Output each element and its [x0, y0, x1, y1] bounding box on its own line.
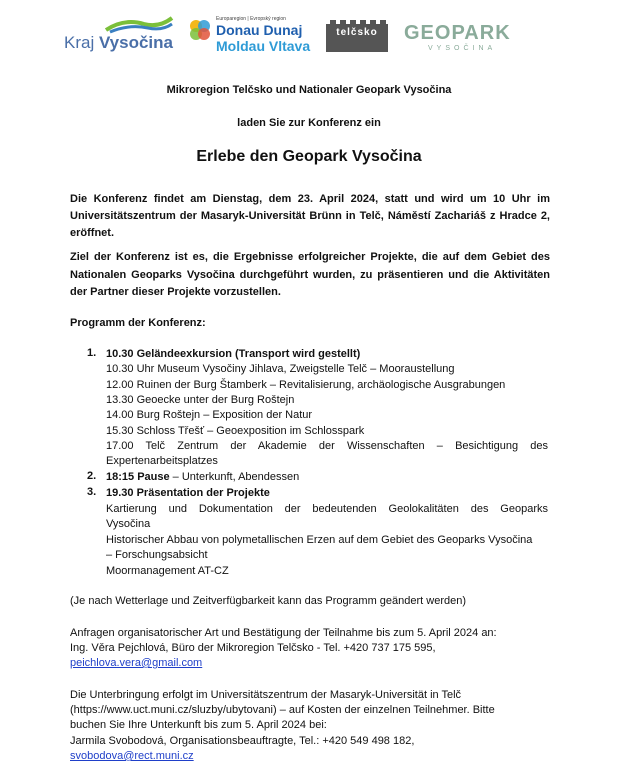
program-item-3: 19.30 Präsentation der Projekte [106, 487, 270, 499]
project-line: – Forschungsabsicht [106, 549, 208, 561]
accommodation-line-1: Die Unterbringung erfolgt im Universitätszentrum der Masaryk-Universität in Telč [70, 689, 462, 701]
invite-line: laden Sie zur Konferenz ein [237, 117, 381, 129]
accommodation-line-2: (https://www.uct.muni.cz/sluzby/ubytovani) – auf Kosten der einzelnen Teilnehmer. Bitte [70, 704, 495, 716]
telcsko-logo [326, 14, 388, 58]
registration-line-2: Ing. Věra Pejchlová, Büro der Mikroregion Telčsko - Tel. +420 737 175 595, [70, 642, 436, 654]
registration-line-1: Anfragen organisatorischer Art und Bestätigung der Teilnahme bis zum 5. April 2024 an: [70, 627, 497, 639]
donau-line1: Donau Dunaj [216, 22, 303, 38]
program-number-1: 1. [87, 347, 97, 359]
donau-small-text: Europaregion | Evropský region [216, 16, 286, 22]
geopark-line1: GEOPARK [404, 22, 511, 44]
accommodation-line-4: Jarmila Svobodová, Organisationsbeauftragte, Tel.: +420 549 498 182, [70, 735, 415, 747]
kraj-vysocina-logo [60, 14, 180, 58]
pause-text: – Unterkunft, Abendessen [169, 471, 300, 483]
aim-line-3: der Partner dieser Projekte vorzustellen. [70, 286, 281, 298]
program-item-1: 10.30 Geländeexkursion (Transport wird gestellt) [106, 348, 361, 360]
kraj-swoosh-icon [104, 16, 174, 34]
geopark-line2: VYSOČINA [428, 45, 497, 52]
kraj-prefix: Kraj [64, 33, 95, 52]
program-note: (Je nach Wetterlage und Zeitverfügbarkeit kann das Programm geändert werden) [70, 595, 467, 607]
program-subitem: 13.30 Geoecke unter der Burg Roštejn [106, 394, 295, 406]
program-number-2: 2. [87, 470, 97, 482]
program-item-2 [106, 470, 299, 484]
aim-line-2: Nationalen Geoparks Vysočina durchgeführt wurden, zu präsentieren und die Aktivitäten [70, 269, 550, 281]
aim-line-1: Ziel der Konferenz ist es, die Ergebnisse erfolgreicher Projekte, die auf dem Gebiet des [70, 251, 550, 263]
program-subitem: 17.00 Telč Zentrum der Akademie der Wissenschaften – Besichtigung des [106, 440, 548, 452]
pause-time: 18:15 Pause [106, 471, 170, 483]
accommodation-line-3: buchen Sie Ihre Unterkunft bis zum 5. April 2024 bei: [70, 719, 327, 731]
logo-bar [60, 14, 540, 58]
program-number-3: 3. [87, 486, 97, 498]
geopark-logo [400, 14, 540, 58]
program-subitem: 15.30 Schloss Třešť – Geoexposition im Schlosspark [106, 425, 365, 437]
organizers-line: Mikroregion Telčsko und Nationaler Geopark Vysočina [166, 84, 452, 96]
registration-email-link[interactable]: peichlova.vera@gmail.com [70, 657, 203, 669]
project-line: Moormanagement AT-CZ [106, 565, 229, 577]
program-subitem: 10.30 Uhr Museum Vysočiny Jihlava, Zweigstelle Telč – Mooraustellung [106, 363, 455, 375]
intro-line-2: Universitätszentrum der Masaryk-Universität Brünn in Telč, Náměstí Zachariáš z Hradce 2, [70, 210, 550, 222]
telcsko-text: telčsko [336, 27, 378, 38]
program-heading: Programm der Konferenz: [70, 317, 206, 329]
intro-line-1: Die Konferenz findet am Dienstag, dem 23. April 2024, statt und wird um 10 Uhr im [70, 193, 550, 205]
project-line: Historischer Abbau von polymetallischen Erzen auf dem Gebiet des Geoparks Vysočina [106, 534, 533, 546]
donau-dunaj-logo [188, 14, 311, 58]
program-subitem: 12.00 Ruinen der Burg Štamberk – Revitalisierung, archäologische Ausgrabungen [106, 379, 506, 391]
program-subitem: 14.00 Burg Roštejn – Exposition der Natur [106, 409, 313, 421]
project-line: Kartierung und Dokumentation der bedeutenden Geolokalitäten des Geoparks [106, 503, 548, 515]
flower-icon [188, 18, 212, 42]
donau-line2: Moldau Vltava [216, 38, 311, 54]
intro-line-3: eröffnet. [70, 227, 114, 239]
kraj-name: Vysočina [98, 33, 173, 52]
program-subitem-cont: Expertenarbeitsplatzes [106, 455, 218, 467]
project-line: Vysočina [106, 518, 151, 530]
accommodation-email-link[interactable]: svobodova@rect.muni.cz [70, 750, 194, 762]
document-title: Erlebe den Geopark Vysočina [196, 148, 422, 165]
